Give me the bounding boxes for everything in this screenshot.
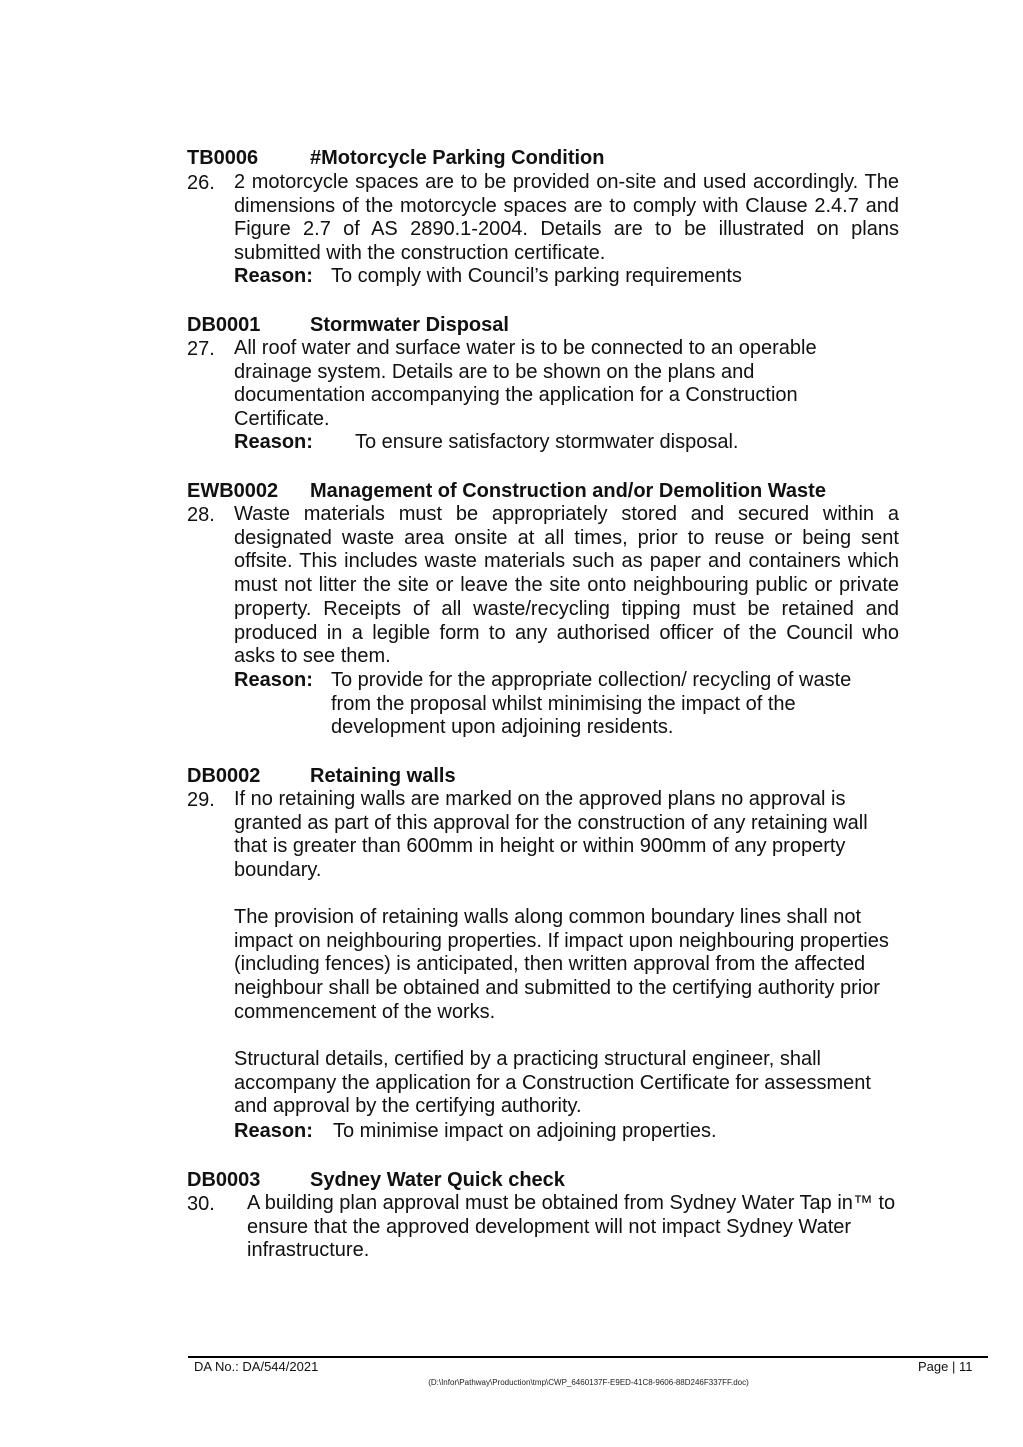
- condition-text: Waste materials must be appropriately stored and secured within a designated waste area onsite at all times, prior to reuse or being sent offsite. This includes waste materials such as paper and containers which must not litter the site or leave the site onto neighbouring public or private property. Receipts of all waste/recycling tipping must be retained and produced in a legible form to any authorised officer of the Council who asks to see them.: [234, 503, 899, 668]
- condition-title: Retaining walls: [310, 765, 456, 787]
- condition-text: A building plan approval must be obtained from Sydney Water Tap in™ to ensure that the approved development will not impact Sydney Water infrastructure.: [247, 1192, 896, 1262]
- condition-number: 28.: [187, 504, 215, 526]
- condition-text: The provision of retaining walls along common boundary lines shall not impact on neighbouring properties. If impact upon neighbouring properties (including fences) is anticipated, then written approval from the affected neighbour shall be obtained and submitted to the certifying authority prior commencement of the works.: [234, 906, 889, 1023]
- reason-text: To ensure satisfactory stormwater disposal.: [355, 431, 739, 453]
- reason-label: Reason:: [234, 265, 313, 287]
- condition-code: TB0006: [187, 147, 259, 169]
- condition-number: 29.: [187, 789, 215, 811]
- footer-divider: [188, 1356, 988, 1358]
- condition-text: All roof water and surface water is to be connected to an operable drainage system. Details are to be shown on the plans and documentation accompanying the application for a Construction Certificate.: [234, 337, 817, 431]
- condition-text: 2 motorcycle spaces are to be provided on-site and used accordingly. The dimensions of the motorcycle spaces are to comply with Clause 2.4.7 and Figure 2.7 of AS 2890.1-2004. Details are to be illustrated on plans submitted with the construction certificate.: [234, 171, 899, 265]
- condition-number: 27.: [187, 338, 215, 360]
- condition-title: Stormwater Disposal: [310, 314, 509, 336]
- condition-title: #Motorcycle Parking Condition: [310, 147, 605, 169]
- footer-da-number: DA No.: DA/544/2021: [194, 1359, 319, 1374]
- condition-code: DB0003: [187, 1169, 261, 1191]
- footer-page-number: Page | 11: [918, 1359, 973, 1374]
- reason-label: Reason:: [234, 431, 313, 453]
- reason-label: Reason:: [234, 669, 313, 691]
- condition-code: DB0002: [187, 765, 261, 787]
- reason-text: To comply with Council’s parking requirements: [331, 265, 742, 287]
- condition-title: Sydney Water Quick check: [310, 1169, 565, 1191]
- condition-text: If no retaining walls are marked on the approved plans no approval is granted as part of this approval for the construction of any retaining wall that is greater than 600mm in height or within 900mm of any property boundary.: [234, 788, 868, 882]
- condition-text: Structural details, certified by a practicing structural engineer, shall accompany the application for a Construction Certificate for assessment and approval by the certifying authority.: [234, 1048, 871, 1118]
- footer-file-path: (D:\Infor\Pathway\Production\tmp\CWP_6460137F-E9ED-41C8-9606-88D246F337FF.doc): [428, 1378, 749, 1387]
- condition-code: EWB0002: [187, 480, 279, 502]
- reason-text: To minimise impact on adjoining properties.: [333, 1120, 717, 1142]
- condition-title: Management of Construction and/or Demolition Waste: [310, 480, 826, 502]
- condition-code: DB0001: [187, 314, 261, 336]
- reason-text: To provide for the appropriate collection/ recycling of waste from the proposal whilst minimising the impact of the development upon adjoining residents.: [331, 669, 852, 739]
- condition-number: 30.: [187, 1193, 215, 1215]
- condition-number: 26.: [187, 172, 215, 194]
- reason-label: Reason:: [234, 1120, 313, 1142]
